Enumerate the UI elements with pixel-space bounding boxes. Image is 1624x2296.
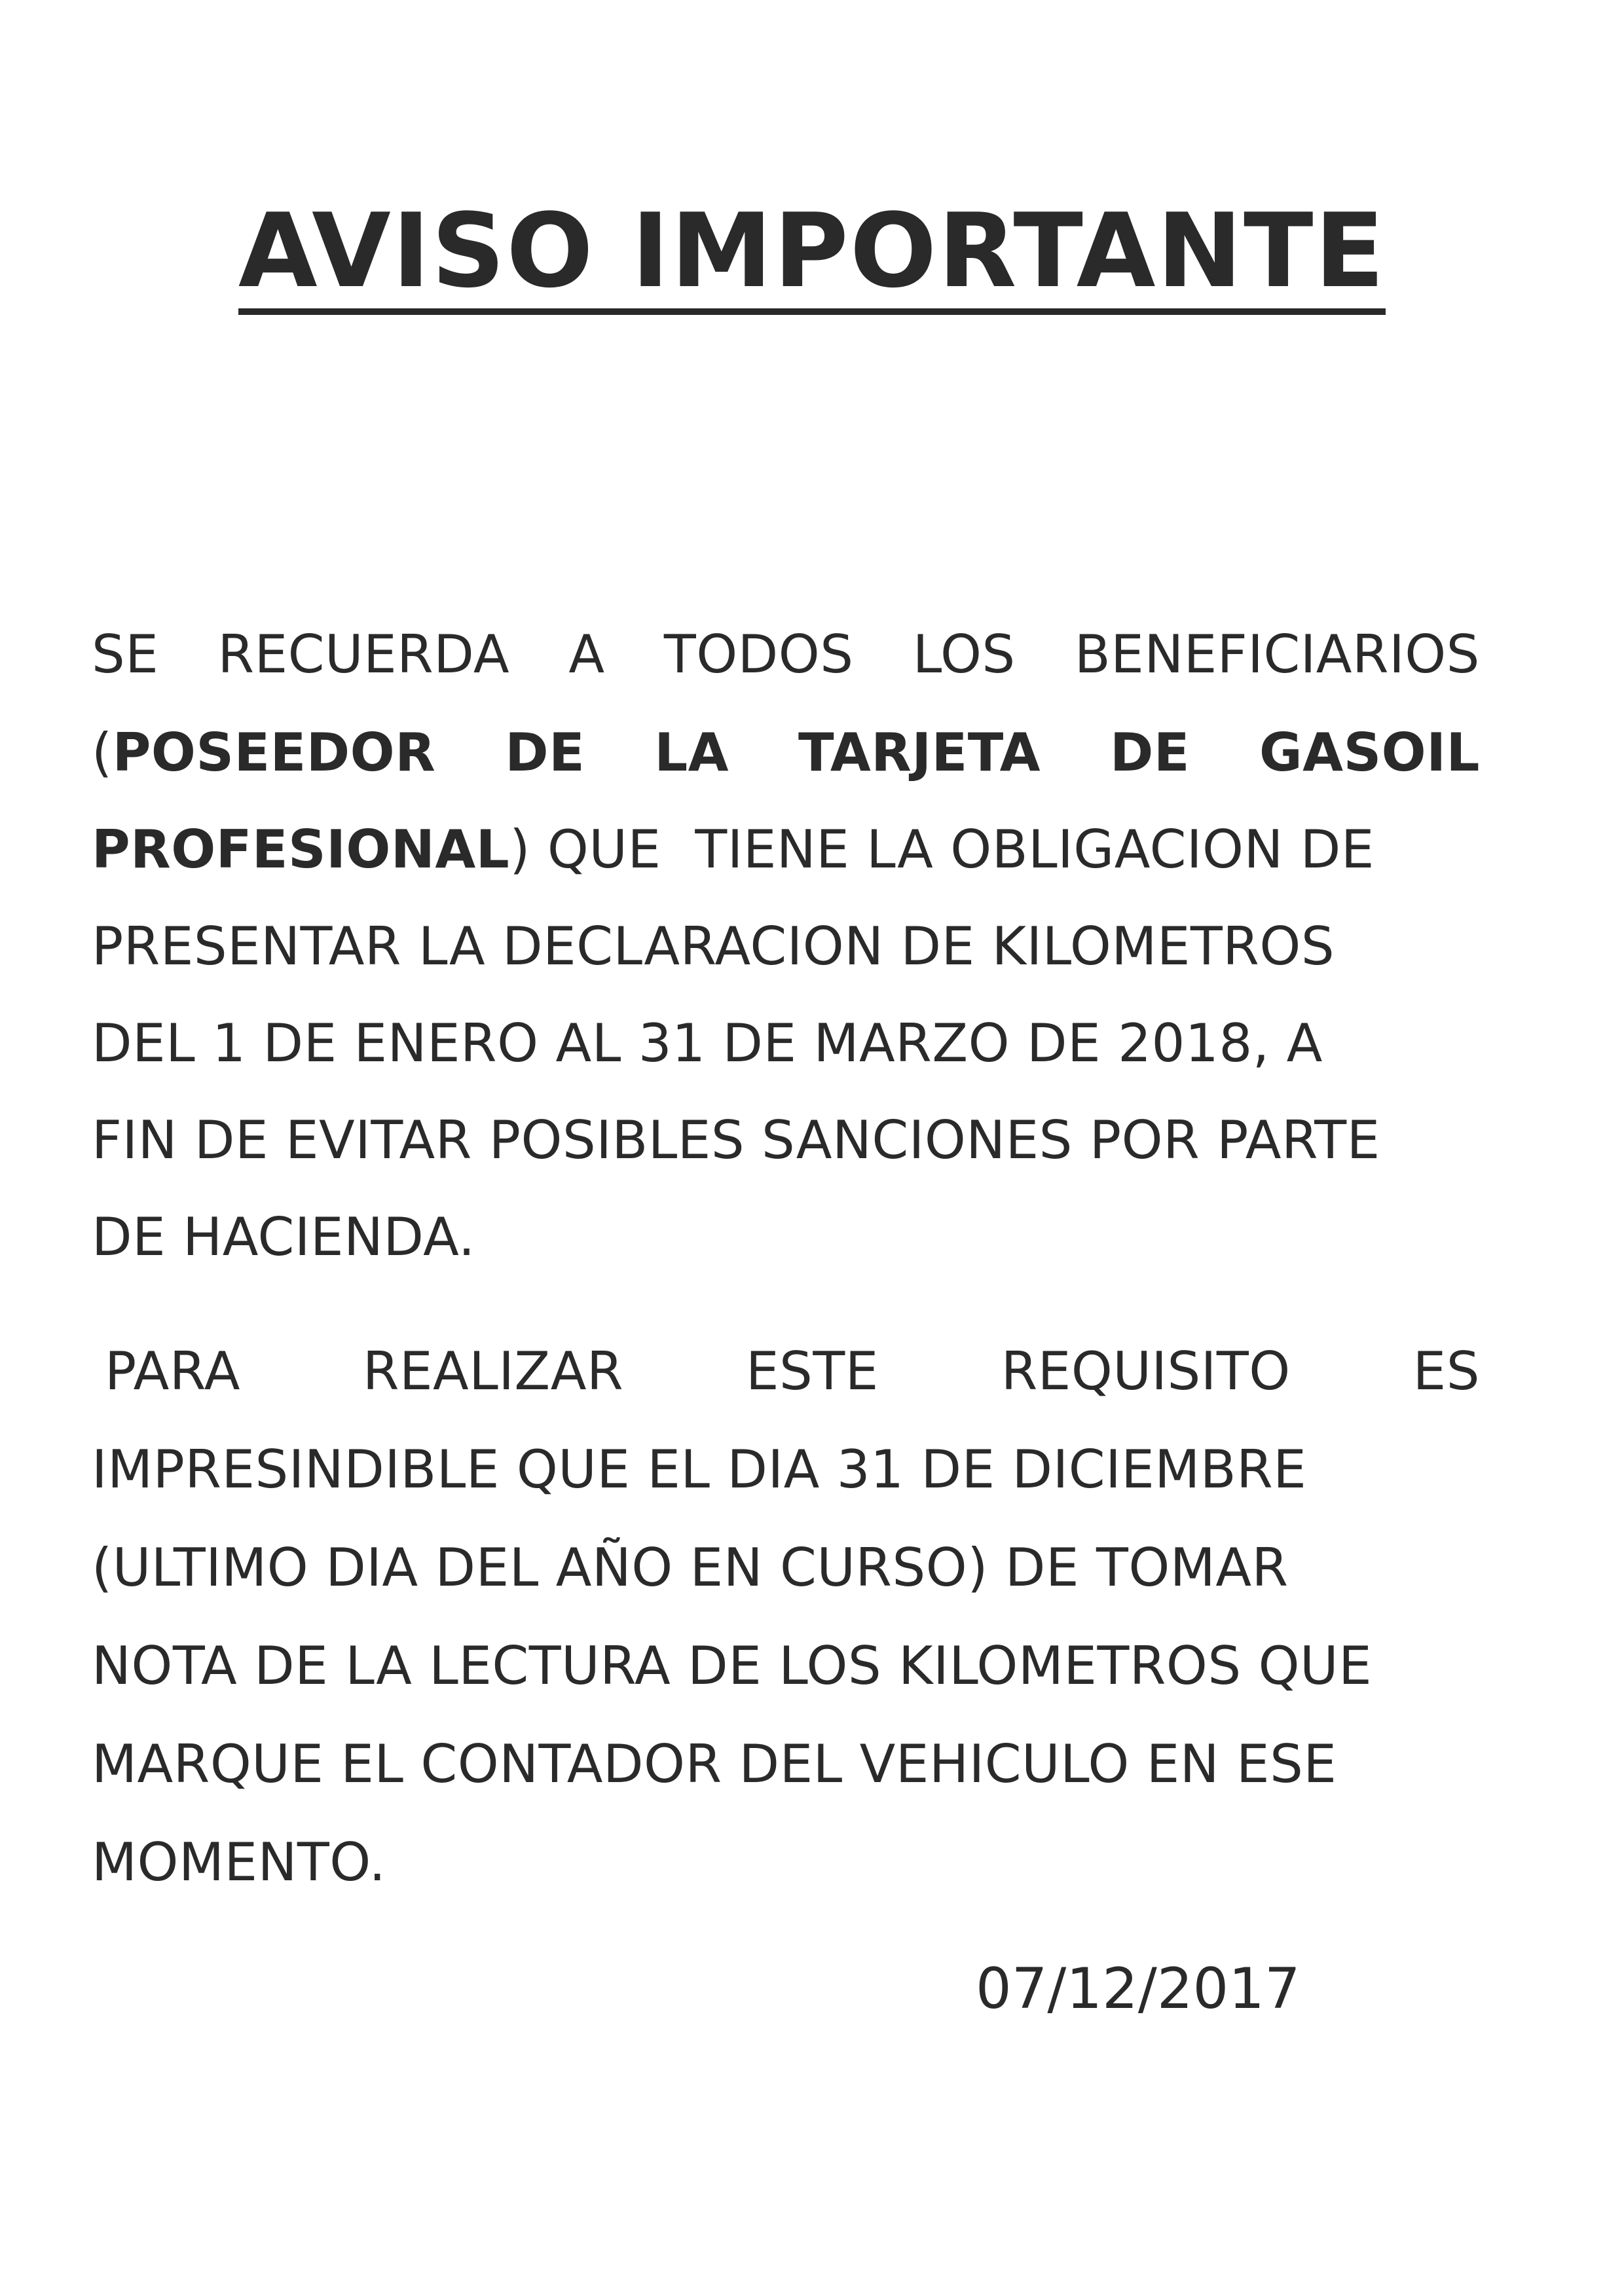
paragraph-1-line-6: FIN DE EVITAR POSIBLES SANCIONES POR PARTE	[92, 1110, 1380, 1171]
word: TODOS	[663, 624, 854, 685]
paragraph-2-line-1	[105, 1341, 1480, 1402]
word-bold: PROFESIONAL	[92, 819, 510, 880]
line-text: ) QUE TIENE LA OBLIGACION DE	[509, 819, 1375, 880]
notice-title	[0, 191, 1624, 315]
paragraph-1-line-2	[92, 722, 1480, 783]
paragraph-1-line-5: DEL 1 DE ENERO AL 31 DE MARZO DE 2018, A	[92, 1013, 1323, 1074]
paragraph-2-line-6: MOMENTO.	[92, 1832, 386, 1893]
paragraph-1-line-4: PRESENTAR LA DECLARACION DE KILOMETROS	[92, 916, 1335, 977]
paragraph-2-line-4: NOTA DE LA LECTURA DE LOS KILOMETROS QUE	[92, 1635, 1373, 1696]
word-bold: POSEEDOR	[112, 722, 436, 783]
word: PARA	[105, 1341, 240, 1402]
word: REALIZAR	[362, 1341, 624, 1402]
paragraph-1-line-7: DE HACIENDA.	[92, 1207, 475, 1267]
word: BENEFICIARIOS	[1074, 624, 1480, 685]
word: REQUISITO	[1001, 1341, 1291, 1402]
paragraph-2-line-2: IMPRESINDIBLE QUE EL DIA 31 DE DICIEMBRE	[92, 1439, 1307, 1500]
word: ESTE	[746, 1341, 879, 1402]
word-bold: TARJETA	[798, 722, 1041, 783]
word-bold: DE	[1110, 722, 1190, 783]
word: LOS	[912, 624, 1016, 685]
word-bold: LA	[654, 722, 729, 783]
word: (POSEEDOR	[92, 722, 436, 783]
word: RECUERDA	[217, 624, 510, 685]
paragraph-1-line-3	[92, 819, 1480, 880]
word: SE	[92, 624, 159, 685]
notice-title-text: AVISO IMPORTANTE	[238, 200, 1386, 315]
paragraph-2-line-5: MARQUE EL CONTADOR DEL VEHICULO EN ESE	[92, 1734, 1337, 1795]
word: A	[568, 624, 605, 685]
paragraph-2-line-3: (ULTIMO DIA DEL AÑO EN CURSO) DE TOMAR	[92, 1537, 1289, 1598]
word-bold: DE	[505, 722, 585, 783]
word: ES	[1412, 1341, 1480, 1402]
word-bold: GASOIL	[1259, 722, 1480, 783]
paragraph-1-line-1	[92, 624, 1480, 685]
notice-date: 07/12/2017	[976, 1956, 1301, 2022]
